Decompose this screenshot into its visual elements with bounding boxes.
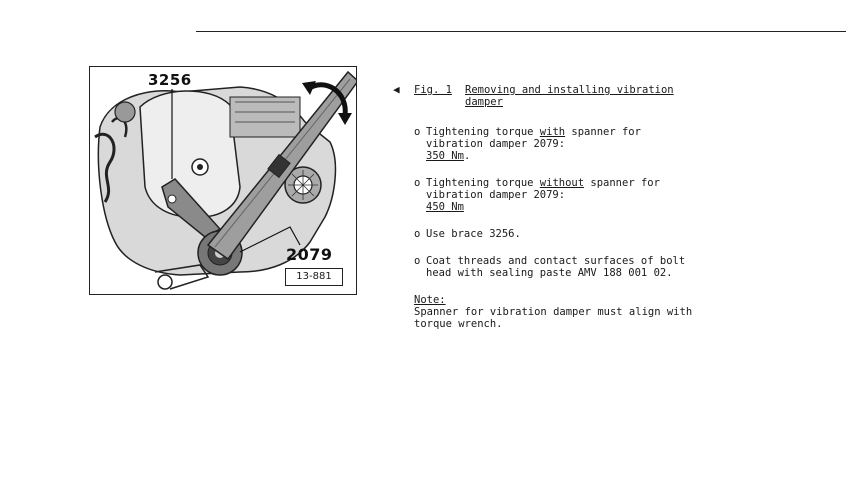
pointer-arrow-icon: ◀ — [393, 83, 400, 96]
note-line2: torque wrench. — [414, 318, 503, 330]
item-emphasis: without — [539, 177, 585, 189]
bullet: o — [414, 255, 421, 267]
caption-title-line2: damper — [465, 96, 503, 108]
item-text-line2: vibration damper 2079: — [426, 189, 566, 201]
bullet: o — [414, 228, 421, 240]
item-text-post: spanner for — [565, 126, 641, 138]
item-text-post: spanner for — [584, 177, 660, 189]
list-item — [393, 177, 793, 213]
list-item — [393, 126, 793, 162]
list-item — [393, 228, 793, 240]
item-text-pre: Tightening torque — [426, 177, 540, 189]
engine-illustration — [89, 66, 357, 295]
spanner-label: 2079 — [286, 245, 333, 264]
figure-caption — [393, 84, 793, 108]
brace-label: 3256 — [148, 71, 192, 89]
bullet: o — [414, 177, 421, 189]
caption-title-line1: Removing and installing vibration — [465, 84, 674, 96]
caption-fig-number: Fig. 1 — [414, 84, 452, 96]
list-item — [393, 255, 793, 279]
torque-value: 350 Nm — [426, 150, 464, 162]
item-text-line2: vibration damper 2079: — [426, 138, 566, 150]
figure-number: 13-881 — [285, 268, 343, 286]
note-line1: Spanner for vibration damper must align with — [414, 306, 693, 318]
note-block — [393, 294, 793, 330]
item-text-pre: Tightening torque — [426, 126, 540, 138]
item-text: Use brace 3256. — [426, 228, 521, 240]
item-text-line2: head with sealing paste AMV 188 001 02. — [426, 267, 673, 279]
torque-value: 450 Nm — [426, 201, 464, 213]
item-text-line1: Coat threads and contact surfaces of bolt — [426, 255, 686, 267]
torque-value-suffix: . — [463, 150, 471, 162]
bullet: o — [414, 126, 421, 138]
note-heading: Note: — [414, 294, 446, 306]
instructions — [393, 84, 793, 330]
item-emphasis: with — [539, 126, 566, 138]
header-rule — [196, 31, 846, 32]
caption-title — [465, 84, 745, 108]
